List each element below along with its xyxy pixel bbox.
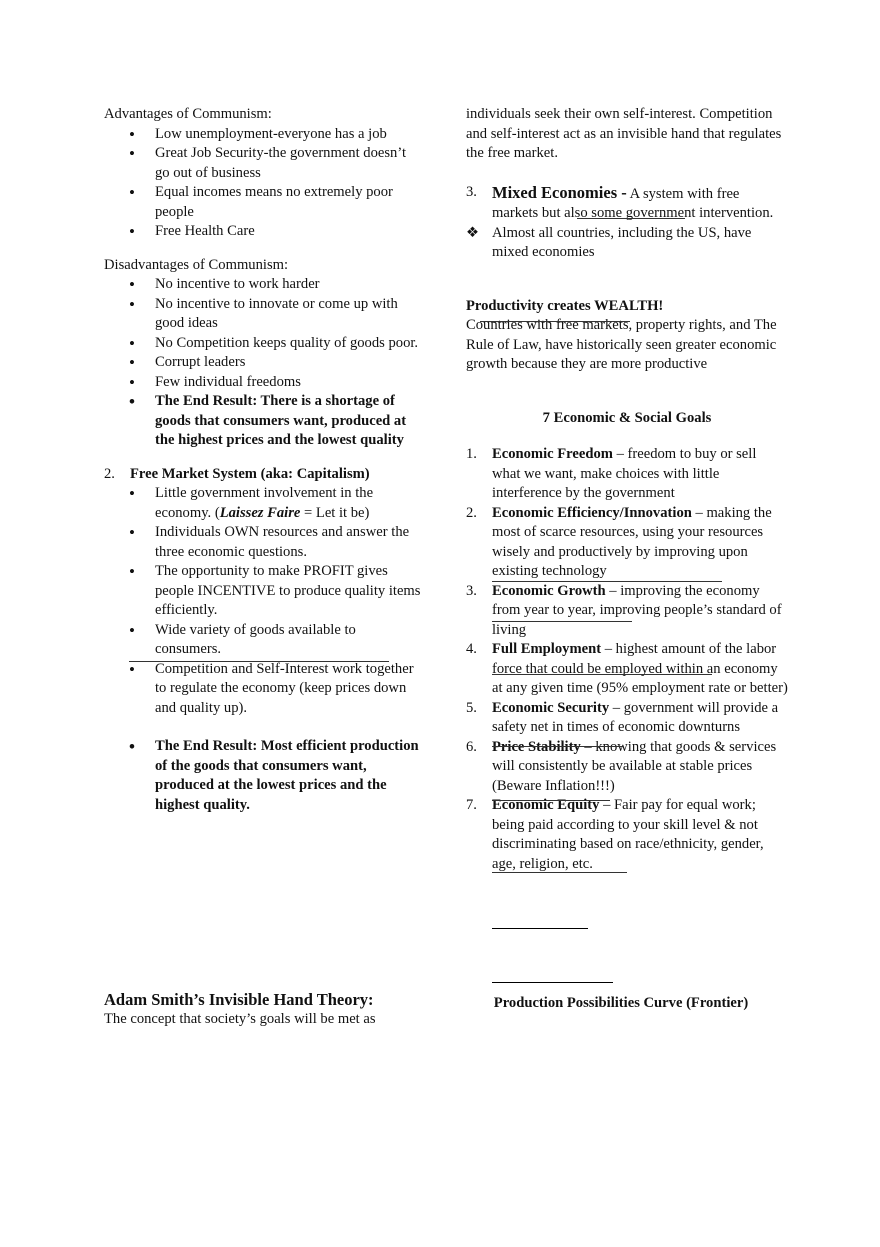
disadvantages-heading: Disadvantages of Communism: [104, 256, 289, 273]
left-column [104, 105, 424, 815]
laissez-faire-term: Laissez Faire [219, 504, 301, 521]
adam-smith-section [104, 990, 434, 1029]
productivity-text: Countries with free markets, property rights, and The Rule of Law, have historically seen greater economic growth because they are more productive [466, 317, 777, 372]
list-item: • No incentive to innovate or come up with good ideas [155, 295, 424, 334]
list-item: 1. Economic Freedom – freedom to buy or sell what we want, make choices with little interference by the government [466, 446, 757, 501]
list-item: • Equal incomes means no extremely poor people [155, 183, 424, 222]
fill-in-line [480, 321, 630, 322]
free-market-list [130, 484, 424, 718]
goals-list [466, 445, 788, 874]
mixed-economies-heading: Mixed Economies - [492, 182, 627, 202]
section-number: 3. [466, 183, 477, 200]
free-market-section [104, 465, 424, 816]
list-item: • Wide variety of goods available to consumers. [155, 621, 424, 660]
adam-smith-heading: Adam Smith’s Invisible Hand Theory: [104, 990, 374, 1009]
ppc-heading: Production Possibilities Curve (Frontier) [493, 995, 749, 1011]
blank-line [492, 928, 588, 929]
list-item: 3. Economic Growth – improving the economy from year to year, improving people’s standard of living [466, 582, 782, 638]
free-market-heading: Free Market System (aka: Capitalism) [130, 465, 370, 482]
adam-smith-text: The concept that society’s goals will be met as [104, 1010, 376, 1027]
section-number: 2. [104, 465, 115, 482]
list-item: 6. Price Stability – knowing that goods & services will consistently be available at stable prices (Beware Inflation!!!) [466, 738, 777, 794]
list-item: 7. Economic Equity – Fair pay for equal work; being paid according to your skill level & not discriminating based on race/ethnicity, gender, age, religion, etc. [466, 797, 764, 872]
disadvantages-list [104, 275, 424, 451]
right-column [466, 105, 788, 874]
advantages-list [104, 125, 424, 242]
list-item: • Competition and Self-Interest work together to regulate the economy (keep prices down and quality up). [155, 660, 424, 719]
fill-in-line [129, 661, 389, 662]
diamond-bullet-icon: ❖ [466, 224, 480, 241]
list-item: • Great Job Security-the government doesn’t go out of business [155, 144, 424, 183]
fill-in-line [492, 746, 622, 747]
list-item: • Individuals OWN resources and answer the three economic questions. [155, 523, 424, 562]
list-item: • Little government involvement in the economy. (Laissez Faire = Let it be) [155, 484, 424, 523]
communism-end-result: • The End Result: There is a shortage of goods that consumers want, produced at the highest prices and the lowest quality [155, 392, 424, 451]
blank-line [492, 982, 613, 983]
list-item: • Free Health Care [155, 222, 424, 242]
list-item: • No incentive to work harder [155, 275, 424, 295]
list-item: • No Competition keeps quality of goods poor. [155, 334, 424, 354]
productivity-heading: Productivity creates WEALTH! [466, 297, 664, 314]
list-item: 5. Economic Security – government will provide a safety net in times of economic downturns [466, 699, 779, 735]
mixed-economies-text: A system with free markets but also some government intervention. [492, 185, 774, 221]
fill-in-line [492, 872, 627, 873]
list-item: • The opportunity to make PROFIT gives people INCENTIVE to produce quality items efficiently. [155, 562, 424, 621]
list-item: • Low unemployment-everyone has a job [155, 125, 424, 145]
mixed-economies-note: Almost all countries, including the US, have mixed economies [492, 224, 752, 260]
mixed-economies-section [466, 183, 788, 263]
list-item: • Few individual freedoms [155, 373, 424, 393]
list-item: 2. Economic Efficiency/Innovation – making the most of scarce resources, using your resources wisely and productively by improving upon existing technology [466, 504, 772, 579]
free-market-end-result: • The End Result: Most efficient production of the goods that consumers want, produced at the lowest prices and the highest quality. [155, 737, 424, 815]
invisible-hand-continued: individuals seek their own self-interest. Competition and self-interest act as an invisible hand that regulates the free market. [466, 106, 782, 161]
advantages-heading: Advantages of Communism: [104, 106, 272, 122]
fill-in-line [492, 674, 712, 675]
fill-in-line [492, 581, 722, 582]
goals-heading: 7 Economic & Social Goals [542, 409, 712, 426]
fill-in-line [492, 621, 632, 622]
list-item: • Corrupt leaders [155, 353, 424, 373]
fill-in-line [577, 218, 685, 219]
list-item: 4. Full Employment – highest amount of the labor force that could be employed within an economy at any given time (95% employment rate or better) [466, 641, 788, 696]
fill-in-line [492, 800, 610, 801]
